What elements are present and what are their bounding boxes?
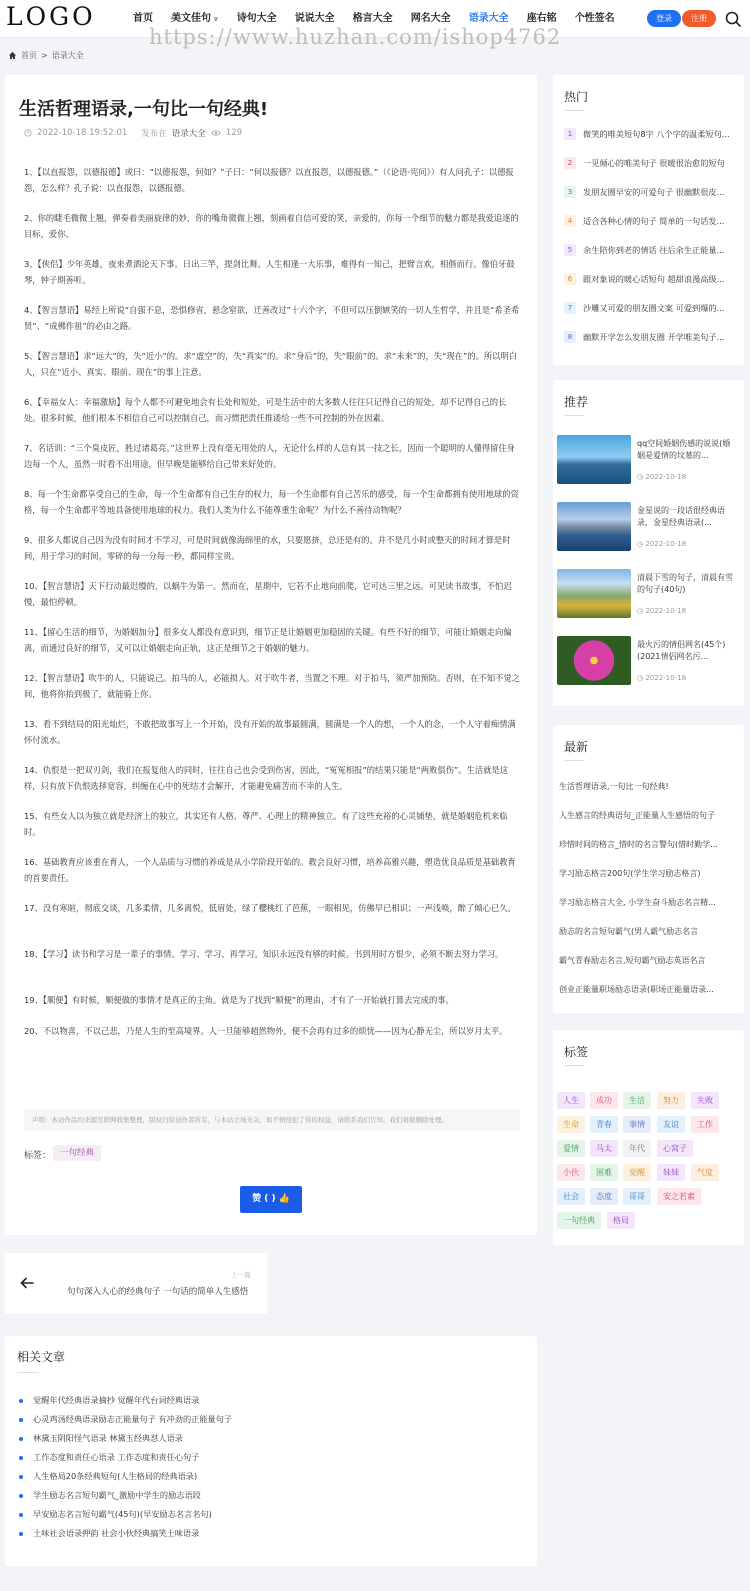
paragraph: 11、【留心生活的细节，为婚姻加分】很多女人都没有意识到，细节正是让婚姻更加稳固的关键。有些不好的细节，可能让婚姻走向偏离，而通过良好的细节，又可以让婚姻走向正轨，这正是细节之于婚姻的魅力。 bbox=[24, 627, 512, 653]
tag-chip[interactable]: 生活 bbox=[623, 1092, 651, 1109]
recommend-title[interactable]: 最火污的情侣网名(45个)(2021情侣网名污... bbox=[637, 640, 726, 661]
paragraph: 18、【学习】读书和学习是一辈子的事情。学习、学习、再学习。知识永远没有够的时候。书到用时方恨少，必须不断去努力学习。 bbox=[24, 949, 504, 959]
nav-shuoshuo[interactable]: 说说大全 bbox=[294, 13, 335, 24]
article-meta bbox=[24, 127, 242, 139]
recommend-widget bbox=[553, 380, 744, 706]
tag-chip[interactable]: 觉醒 bbox=[623, 1164, 651, 1181]
heading-underline bbox=[564, 415, 584, 416]
rank-badge: 8 bbox=[564, 331, 576, 343]
paragraph: 2、你的睫毛微微上翘，弹奏着美丽旋律的妙，你的嘴角微微上翘，刻画着自信可爱的笑，亲爱的，你每一个细节的魅力都是我爱追逐的目标，爱你。 bbox=[24, 213, 519, 239]
latest-widget bbox=[553, 725, 744, 1013]
rank-badge: 1 bbox=[564, 128, 576, 140]
paragraph: 17、没有寒暄，彻底交谈，几多柔情，几多离悦，低眉处，绿了樱桃红了芭蕉，一眼相见，仿佛早已相识；一声浅唤，醉了倾心已久。 bbox=[24, 903, 516, 913]
main-nav bbox=[133, 12, 633, 26]
paragraph: 14、仇恨是一把双刃剑，我们在报复他人的同时，往往自己也会受到伤害，因此，“冤冤相报”的结果只能是“两败俱伤”。生活就是这样，只有放下仇恨选择宽容，纠缠在心中的死结才会解开，才能避免痛苦而不幸的人生。 bbox=[24, 765, 509, 791]
related-item[interactable]: 林黛玉阴阳怪气语录 林黛玉经典怼人语录 bbox=[19, 1429, 232, 1448]
hot-heading: 热门 bbox=[564, 90, 589, 104]
prev-post-title[interactable]: 句句深入人心的经典句子 一句话的简单人生感悟 bbox=[67, 1287, 249, 1297]
related-articles bbox=[5, 1336, 537, 1566]
tag-chip[interactable]: 工作 bbox=[691, 1116, 719, 1133]
related-item[interactable]: 心灵鸡汤经典语录励志正能量句子 有冲劲的正能量句子 bbox=[19, 1410, 232, 1429]
tag-chip[interactable]: 马太 bbox=[590, 1140, 618, 1157]
related-item[interactable]: 土味社会语录押韵 社会小伙经典搞笑土味语录 bbox=[19, 1524, 232, 1543]
latest-heading: 最新 bbox=[564, 740, 589, 754]
tags-heading: 标签 bbox=[564, 1045, 589, 1059]
tag-chip[interactable]: 努力 bbox=[657, 1092, 685, 1109]
related-list bbox=[19, 1391, 232, 1543]
hot-item[interactable]: 7 沙雕又可爱的朋友圈文案 可爱到爆的... bbox=[564, 302, 736, 314]
prev-post-card[interactable] bbox=[5, 1253, 267, 1314]
tag-chip[interactable]: 困难 bbox=[590, 1164, 618, 1181]
rank-badge: 4 bbox=[564, 215, 576, 227]
rank-badge: 5 bbox=[564, 244, 576, 256]
paragraph: 16、基础教育应该重在育人，一个人品质与习惯的养成是从小学阶段开始的。教会良好习惯，培养高雅兴趣，塑造优良品质是基础教育的首要责任。 bbox=[24, 857, 516, 883]
paragraph: 5、【智言慧语】求“远大”的，失“近小”的。求“虚空”的，失“真实”的。求“身后”的，失“眼前”的。求“未来”的，失“现在”的。所以明白人，只在“近小、真实、眼前、现在”的事上注意。 bbox=[24, 351, 518, 377]
latest-item[interactable]: 生活哲理语录,一句比一句经典! bbox=[559, 782, 669, 791]
tag-chip[interactable]: 妹妹 bbox=[657, 1164, 685, 1181]
chevron-down-icon: ∨ bbox=[213, 15, 219, 23]
latest-item[interactable]: 学习励志格言200句(学生学习励志格言) bbox=[559, 869, 701, 878]
latest-item[interactable]: 珍惜时间的格言_惜时的名言警句(惜时勤学... bbox=[559, 840, 718, 849]
recommend-date: ◷ 2022-10-18 bbox=[637, 674, 687, 682]
tag-chip[interactable]: 心窝子 bbox=[657, 1140, 693, 1157]
prev-post-label: 上一篇 bbox=[231, 1271, 251, 1279]
nav-prose[interactable]: 美文佳句 ∨ bbox=[171, 13, 219, 24]
tag-chip[interactable]: 人生 bbox=[557, 1092, 585, 1109]
tag-chip[interactable]: 青春 bbox=[590, 1116, 618, 1133]
thumbnail-image[interactable] bbox=[557, 502, 631, 551]
nav-home[interactable]: 首页 bbox=[133, 13, 153, 24]
eye-icon bbox=[211, 129, 221, 137]
thumbs-up-icon: 👍 bbox=[278, 1194, 290, 1204]
recommend-heading: 推荐 bbox=[564, 395, 589, 409]
breadcrumb-current[interactable]: 语录大全 bbox=[51, 51, 84, 60]
recommend-date: ◷ 2022-10-18 bbox=[637, 540, 687, 548]
tag-chip[interactable]: 社会 bbox=[557, 1188, 585, 1205]
home-icon[interactable] bbox=[8, 51, 17, 60]
recommend-date: ◷ 2022-10-18 bbox=[637, 473, 687, 481]
related-item[interactable]: 人生格局20条经典短句(人生格局的经典语录) bbox=[19, 1467, 232, 1486]
latest-item[interactable]: 人生感言的经典语句_正能量人生感悟的句子 bbox=[559, 811, 715, 820]
recommend-title[interactable]: 清晨下雪的句子，清晨有雪的句子(40句) bbox=[637, 573, 733, 594]
hot-widget bbox=[553, 75, 744, 365]
paragraph: 8、每一个生命都享受自己的生命，每一个生命都有自己生存的权力，每一个生命都有自己苦乐的感受，每一个生命都拥有使用地球的资格，每一个生命都平等地具备使用地球的权力。我们人类为什么不能尊重生命呢？为什么不善待动物呢？ bbox=[24, 489, 519, 515]
nav-aphorisms[interactable]: 格言大全 bbox=[352, 13, 393, 24]
paragraph: 19、【顺便】有时候，顺便做的事情才是真正的主角。就是为了找到“顺便”的理由，才有了一开始就打算去完成的事。 bbox=[24, 995, 454, 1005]
hot-item[interactable]: 8 幽默开学怎么发朋友圈 开学唯美句子... bbox=[564, 331, 736, 343]
recommend-title[interactable]: 金星说的一段话很经典语录，金星经典语录(... bbox=[637, 506, 725, 527]
tag-chip[interactable]: 爱情 bbox=[557, 1140, 585, 1157]
clock-icon bbox=[24, 129, 32, 137]
nav-nicknames[interactable]: 网名大全 bbox=[410, 13, 451, 24]
search-icon[interactable] bbox=[724, 10, 742, 28]
tag-chip[interactable]: 年代 bbox=[623, 1140, 651, 1157]
tag-chip[interactable]: 成功 bbox=[590, 1092, 618, 1109]
related-item[interactable]: 学生励志名言短句霸气_激励中学生的励志语段 bbox=[19, 1486, 232, 1505]
related-item[interactable]: 工作态度和责任心语录 工作态度和责任心句子 bbox=[19, 1448, 232, 1467]
paragraph: 10、【智言慧语】天下行动最迟慢的，以蜗牛为第一。然而在，星期中，它若不止地向前爬，它可达三里之远。可见读书故事，不怕迟慢，最怕停顿。 bbox=[24, 581, 512, 607]
hot-item[interactable]: 6 跟对象说的暖心话短句 超甜浪漫高级... bbox=[564, 273, 736, 285]
tag-chip[interactable]: 失败 bbox=[691, 1092, 719, 1109]
thumbnail-image[interactable] bbox=[557, 435, 631, 484]
heading-underline bbox=[564, 110, 584, 111]
nav-poems[interactable]: 诗句大全 bbox=[236, 13, 277, 24]
tags-label: 标签： bbox=[24, 1151, 52, 1161]
tag-chip[interactable]: 格局 bbox=[607, 1212, 635, 1229]
breadcrumb-home[interactable]: 首页 bbox=[21, 51, 37, 60]
latest-item[interactable]: 霸气青春励志名言,短句霸气励志英语名言 bbox=[559, 956, 706, 965]
hot-item[interactable]: 5 余生陪你到老的情话 往后余生正能量... bbox=[564, 244, 736, 256]
heading-underline bbox=[564, 1065, 584, 1066]
paragraph: 9、很多人都说自己因为没有时间才不学习，可是时间就像海绵里的水，只要愿挤，总还是有的。并不是几小时或整天的时间才算是时间，用于学习的时间，零碎的每一分每一秒，都同样宝贵。 bbox=[24, 535, 511, 561]
related-heading: 相关文章 bbox=[17, 1350, 66, 1364]
article-title: 生活哲理语录,一句比一句经典! bbox=[19, 99, 269, 120]
tag-chip[interactable]: 生命 bbox=[557, 1116, 585, 1133]
paragraph: 15、有些女人以为独立就是经济上的独立，其实还有人格、尊严、心理上的精神独立。有了这些充裕的心灵铺垫，就是婚姻危机来临时。 bbox=[24, 811, 508, 837]
breadcrumb bbox=[8, 50, 84, 61]
heading-underline bbox=[564, 760, 584, 761]
copyright-notice: 声明：本站作品均来源互联网收集整理，版权归原创作者所有，与本站立场无关，如不慎侵犯了你的权益，请联系我们告知，我们将做删除处理。 bbox=[24, 1109, 520, 1131]
article-category-link[interactable]: 语录大全 bbox=[171, 129, 206, 139]
paragraph: 20、不以物喜，不以己悲，乃是人生的至高境界。人一旦能够超然物外，便不会再有过多的烦忧——因为心静无尘，所以岁月太平。 bbox=[24, 1026, 508, 1036]
site-logo[interactable]: LOGO bbox=[6, 2, 96, 31]
hot-item[interactable]: 4 适合各种心情的句子 简单的一句话发... bbox=[564, 215, 736, 227]
watermark-text: https://www.huzhan.com/ishop4762 bbox=[149, 25, 562, 49]
nav-mottos[interactable]: 座右铭 bbox=[526, 13, 557, 24]
login-button[interactable]: 登录 bbox=[647, 10, 681, 27]
tags-widget bbox=[553, 1030, 744, 1245]
rank-badge: 3 bbox=[564, 186, 576, 198]
tag-chip[interactable]: 态度 bbox=[590, 1188, 618, 1205]
related-item[interactable]: 早安励志名言短句霸气(45句)(早安励志名言名句) bbox=[19, 1505, 232, 1524]
paragraph: 12、【智言慧语】吹牛的人，只能说己。拍马的人，必能损人。对于吹牛者，当置之不理。对于拍马，须严加预防。否则，在不知不觉之间，他将你抬到极了，就能骑上你。 bbox=[24, 673, 520, 699]
view-count: 129 bbox=[225, 128, 243, 138]
posted-in-label: 发布在 bbox=[141, 129, 167, 139]
latest-item[interactable]: 创业正能量职场励志语录(职场正能量语录... bbox=[559, 985, 714, 994]
hot-item[interactable]: 2 一见倾心的唯美句子 很暖很治愈的短句 bbox=[564, 157, 736, 169]
paragraph: 13、看不到结局的阳光灿烂，不敢把故事写上一个开始，没有开始的故事最圆满，圆满是一个人的想，一个人的念，一个人守着痴情满怀付流水。 bbox=[24, 719, 516, 745]
thumbnail-image[interactable] bbox=[557, 569, 631, 618]
latest-item[interactable]: 学习励志格言大全, 小学生奋斗励志名言精... bbox=[559, 898, 716, 907]
tag-chip[interactable]: 气度 bbox=[691, 1164, 719, 1181]
paragraph: 6、【幸福女人：幸福激励】每个人都不可避免地会有长处和短处，可是生活中的大多数人往往只记得自己的短处，却不记得自己的长处。很多时候，他们根本不相信自己可以控制自己，而习惯把责任推诿给一些不可控制的外在因素。 bbox=[24, 397, 507, 423]
tag-chip[interactable]: 一句经典 bbox=[557, 1212, 601, 1229]
hot-item[interactable]: 1 微笑的唯美短句8字 八个字的温柔短句... bbox=[564, 128, 736, 140]
paragraph: 3、【侠侣】少年英雄，夜来煮酒论天下事。日出三竿，提剑比舞。人生相逢一大乐事，难得有一知己，把臂言欢，相偕而行。像伯牙鼓琴，钟子期善听。 bbox=[24, 259, 515, 285]
article-date: 2022-10-18 19:52:01 bbox=[37, 128, 128, 138]
like-button[interactable]: 赞 ( ) 👍 bbox=[240, 1186, 302, 1213]
tag-chip[interactable]: 安之若素 bbox=[657, 1188, 701, 1205]
recommend-title[interactable]: qq空间婚姻伤感的说说(婚姻是爱情的坟墓的... bbox=[637, 439, 731, 460]
article-tag[interactable]: 一句经典 bbox=[53, 1145, 101, 1161]
thumbnail-image[interactable] bbox=[557, 636, 631, 685]
latest-item[interactable]: 励志的名言短句霸气(男人霸气励志名言 bbox=[559, 927, 699, 936]
rank-badge: 2 bbox=[564, 157, 576, 169]
rank-badge: 7 bbox=[564, 302, 576, 314]
arrow-left-icon[interactable] bbox=[19, 1275, 35, 1291]
nav-signatures[interactable]: 个性签名 bbox=[574, 13, 615, 24]
recommend-date: ◷ 2022-10-18 bbox=[637, 607, 687, 615]
tag-chip[interactable]: 小伙 bbox=[557, 1164, 585, 1181]
nav-quotes[interactable]: 语录大全 bbox=[468, 13, 509, 24]
paragraph: 7、名话训：“三个臭皮匠，胜过诸葛亮。”这世界上没有毫无用处的人，无论什么样的人总有其一技之长，因而一个聪明的人懂得留住身边每一个人，虽然一时看不出用途，但早晚是能够给自己带来好处的。 bbox=[24, 443, 515, 469]
hot-item[interactable]: 3 发朋友圈早安的可爱句子 很幽默很皮... bbox=[564, 186, 736, 198]
tag-chip[interactable]: 哥哥 bbox=[623, 1188, 651, 1205]
related-item[interactable]: 觉醒年代经典语录摘抄 觉醒年代台词经典语录 bbox=[19, 1391, 232, 1410]
paragraph: 1、【以直报怨，以德报德】或曰：“以德报怨，何如？”子曰：“何以报德？以直报怨，以德报德。”（《论语·宪问》）有人问孔子：以德报怨，怎么样？孔子说：以直报怨，以德报德。 bbox=[24, 167, 514, 193]
tag-chip[interactable]: 友谊 bbox=[657, 1116, 685, 1133]
register-button[interactable]: 注册 bbox=[682, 10, 716, 27]
heading-underline bbox=[17, 1372, 39, 1373]
breadcrumb-separator: > bbox=[41, 51, 48, 60]
tag-chip[interactable]: 事情 bbox=[623, 1116, 651, 1133]
rank-badge: 6 bbox=[564, 273, 576, 285]
paragraph: 4、【智言慧语】易经上所说“自强不息，恐惧修省，悬念窒欲，迁善改过”十六个字，不但可以压倒嫉笑的一切人生哲学，并且是“希圣希贤”、“成佛作祖”的必由之路。 bbox=[24, 305, 520, 331]
